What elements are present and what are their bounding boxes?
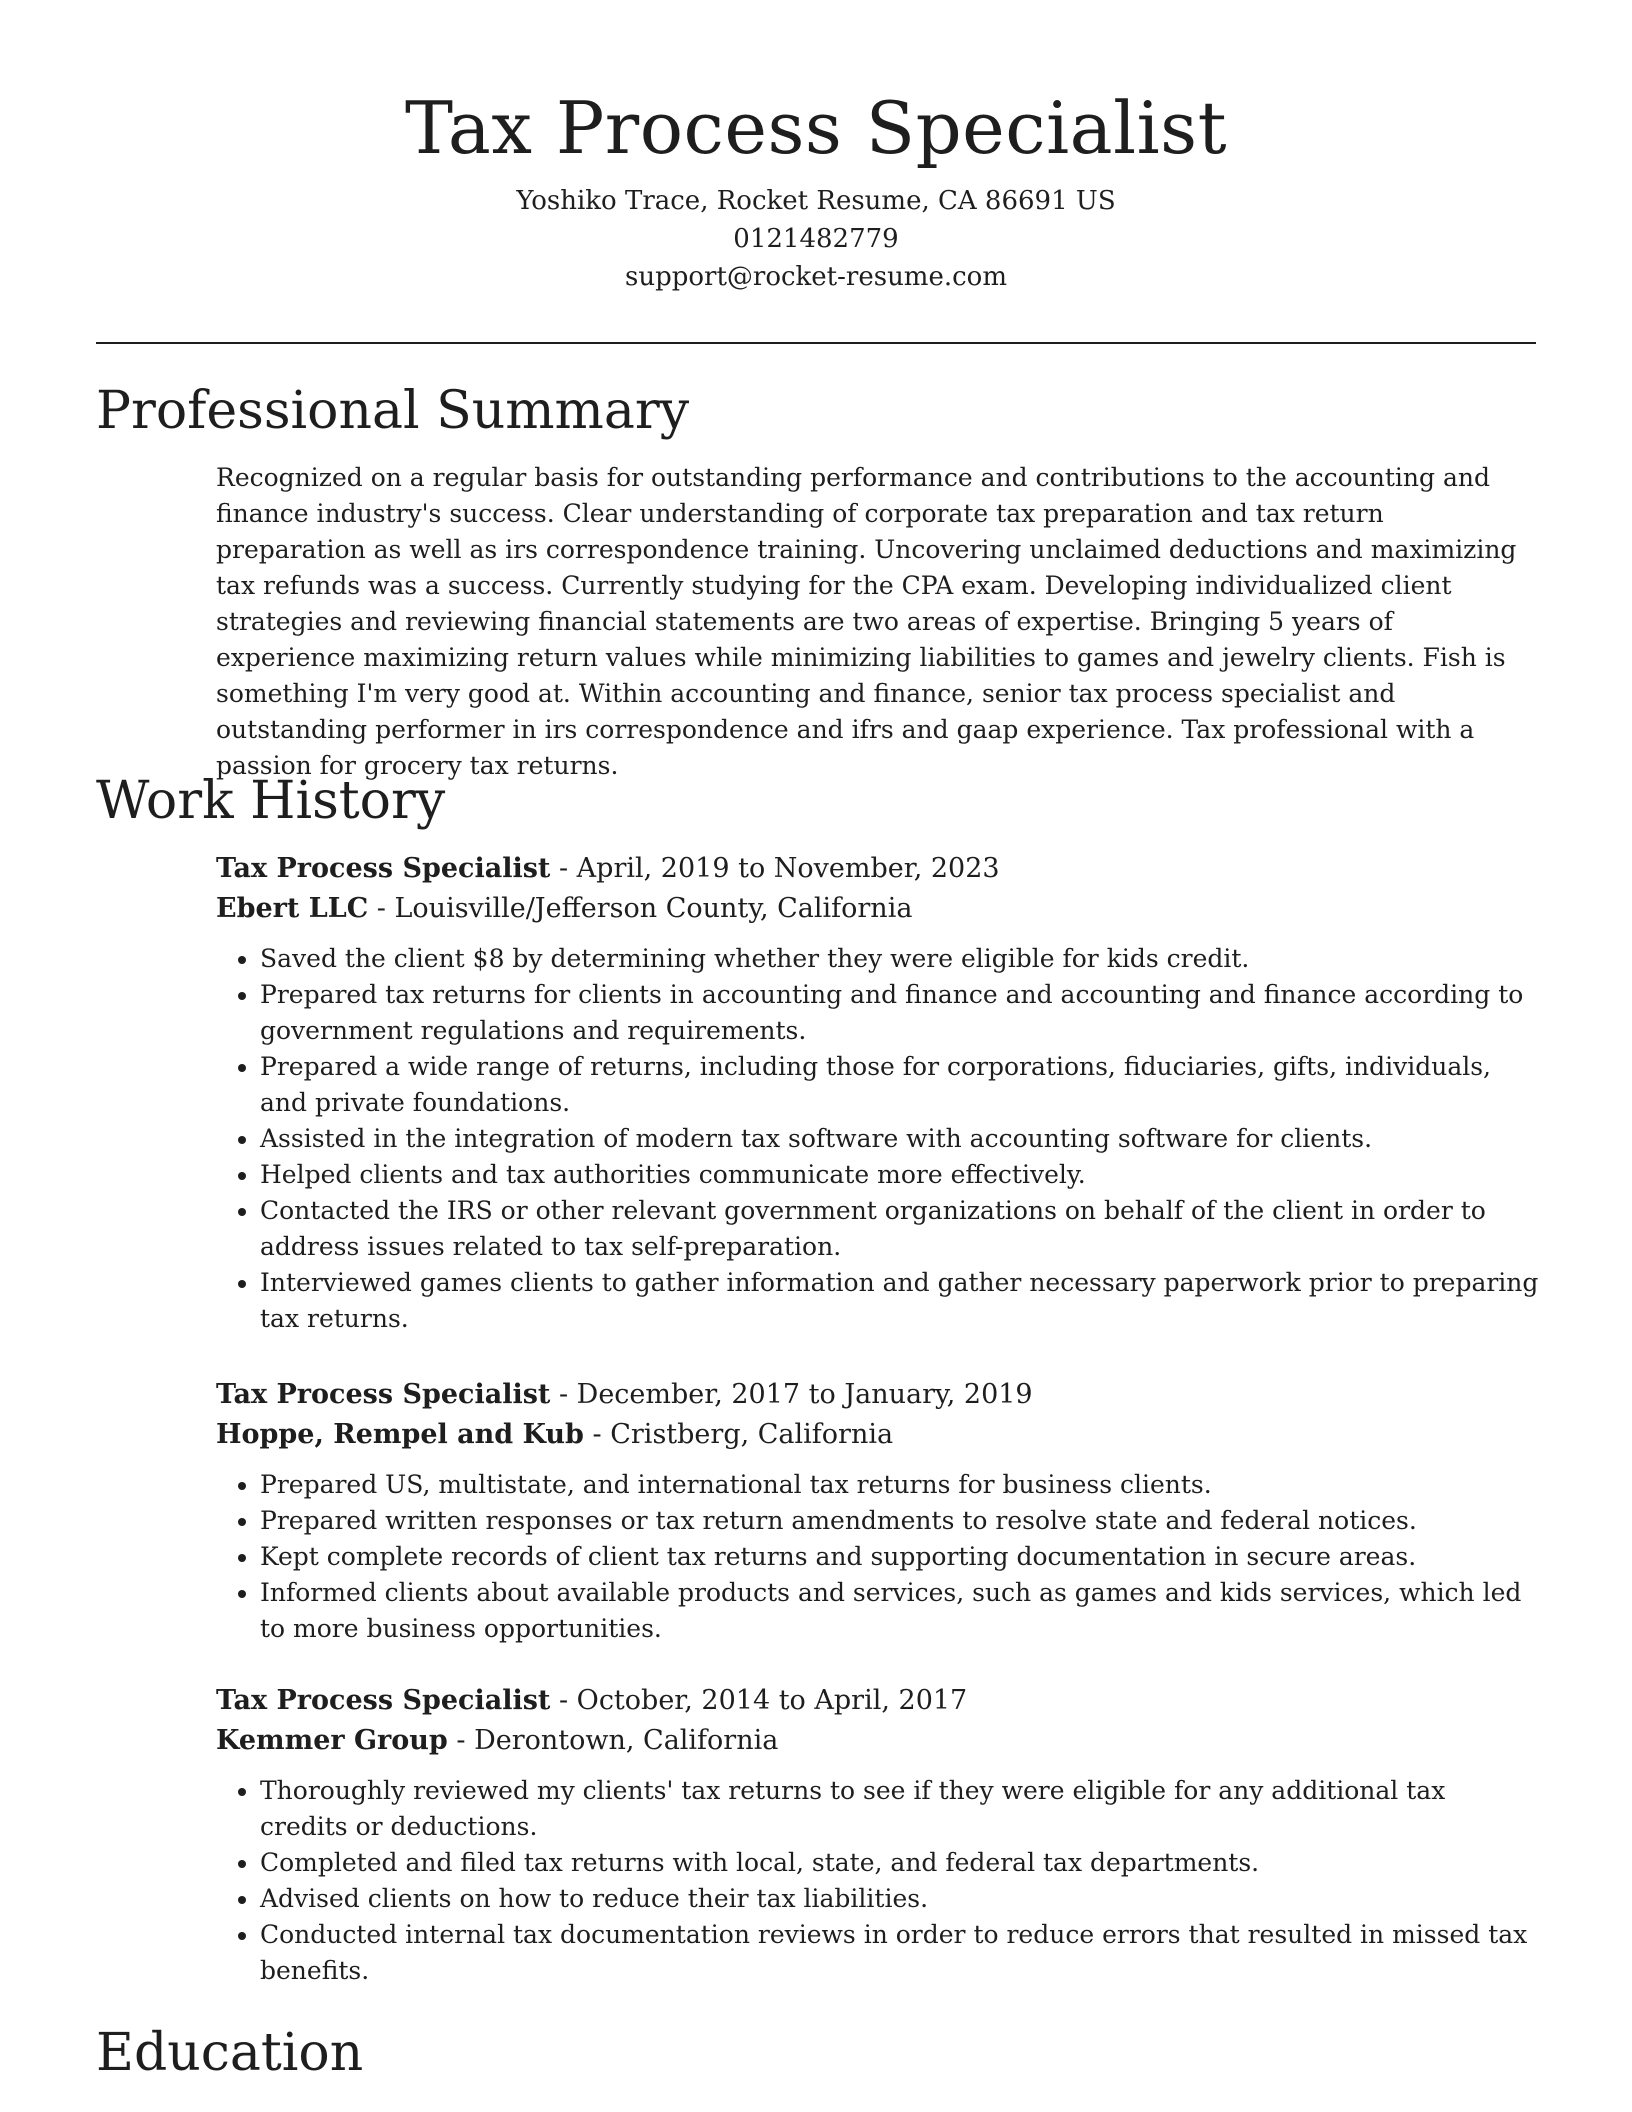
- job-entry: [216, 1681, 1540, 1989]
- job-entry: [216, 849, 1540, 1337]
- job-company-line: [216, 1415, 1540, 1455]
- job-title: Tax Process Specialist: [216, 1685, 551, 1716]
- duty-item: • Prepared a wide range of returns, including those for corporations, fiduciaries, gifts, individuals, and private foundations.: [260, 1049, 1540, 1121]
- job-duties: [216, 1773, 1540, 1989]
- duty-item: • Conducted internal tax documentation reviews in order to reduce errors that resulted in missed tax benefits.: [260, 1917, 1540, 1989]
- job-duties: [216, 941, 1540, 1337]
- job-title-line: [216, 849, 1540, 889]
- job-dates: - April, 2019 to November, 2023: [550, 853, 1000, 884]
- job-company: Hoppe, Rempel and Kub: [216, 1419, 584, 1450]
- job-title-line: [216, 1681, 1540, 1721]
- job-location: - Cristberg, California: [583, 1419, 894, 1450]
- job-dates: - December, 2017 to January, 2019: [550, 1379, 1033, 1410]
- duty-item: • Informed clients about available products and services, such as games and kids services, which led to more business opportunities.: [260, 1575, 1540, 1647]
- job-title: Tax Process Specialist: [216, 853, 551, 884]
- duty-item: • Contacted the IRS or other relevant government organizations on behalf of the client in order to address issues related to tax self-preparation.: [260, 1193, 1540, 1265]
- duty-item: • Kept complete records of client tax returns and supporting documentation in secure areas.: [260, 1539, 1540, 1575]
- job-entry: [216, 1375, 1540, 1647]
- summary-heading: Professional Summary: [96, 381, 690, 441]
- job-title-line: [216, 1375, 1540, 1415]
- resume-header: [96, 82, 1536, 296]
- job-duties: [216, 1467, 1540, 1647]
- duty-item: • Helped clients and tax authorities communicate more effectively.: [260, 1157, 1540, 1193]
- phone: 0121482779: [733, 224, 899, 254]
- job-dates: - October, 2014 to April, 2017: [550, 1685, 968, 1716]
- duty-item: • Completed and filed tax returns with local, state, and federal tax departments.: [260, 1845, 1540, 1881]
- email: support@rocket-resume.com: [624, 262, 1007, 292]
- job-location: - Derontown, California: [447, 1725, 779, 1756]
- job-location: - Louisville/Jefferson County, California: [368, 893, 913, 924]
- duty-item: • Assisted in the integration of modern tax software with accounting software for clients.: [260, 1121, 1540, 1157]
- duty-item: • Thoroughly reviewed my clients' tax returns to see if they were eligible for any additional tax credits or deductions.: [260, 1773, 1540, 1845]
- work-history-heading: Work History: [96, 771, 446, 831]
- address: Yoshiko Trace, Rocket Resume, CA 86691 US: [516, 186, 1116, 216]
- duty-item: • Interviewed games clients to gather information and gather necessary paperwork prior to preparing tax returns.: [260, 1265, 1540, 1337]
- job-company-line: [216, 1721, 1540, 1761]
- header-divider: [96, 342, 1536, 344]
- job-company: Ebert LLC: [216, 893, 369, 924]
- education-heading: Education: [96, 2023, 364, 2083]
- summary-text: Recognized on a regular basis for outstanding performance and contributions to the accounting and finance industry's success. Clear understanding of corporate tax preparation and tax return preparation as well as irs correspondence training. Uncovering unclaimed deductions and maximizing tax refunds was a success. Currently studying for the CPA exam. Developing individualized client strategies and reviewing financial statements are two areas of expertise. Bringing 5 years of experience maximizing return values while minimizing liabilities to games and jewelry clients. Fish is something I'm very good at. Within accounting and finance, senior tax process specialist and outstanding performer in irs correspondence and ifrs and gaap experience. Tax professional with a passion for grocery tax returns.: [216, 463, 1517, 780]
- duty-item: • Saved the client $8 by determining whether they were eligible for kids credit.: [260, 941, 1540, 977]
- job-company: Kemmer Group: [216, 1725, 448, 1756]
- duty-item: • Prepared US, multistate, and international tax returns for business clients.: [260, 1467, 1540, 1503]
- duty-item: • Prepared tax returns for clients in accounting and finance and accounting and finance according to government regulations and requirements.: [260, 977, 1540, 1049]
- job-company-line: [216, 889, 1540, 929]
- job-title: Tax Process Specialist: [216, 1379, 551, 1410]
- duty-item: • Advised clients on how to reduce their tax liabilities.: [260, 1881, 1540, 1917]
- resume-title: Tax Process Specialist: [404, 86, 1228, 170]
- duty-item: • Prepared written responses or tax return amendments to resolve state and federal notices.: [260, 1503, 1540, 1539]
- contact-info: [96, 182, 1536, 296]
